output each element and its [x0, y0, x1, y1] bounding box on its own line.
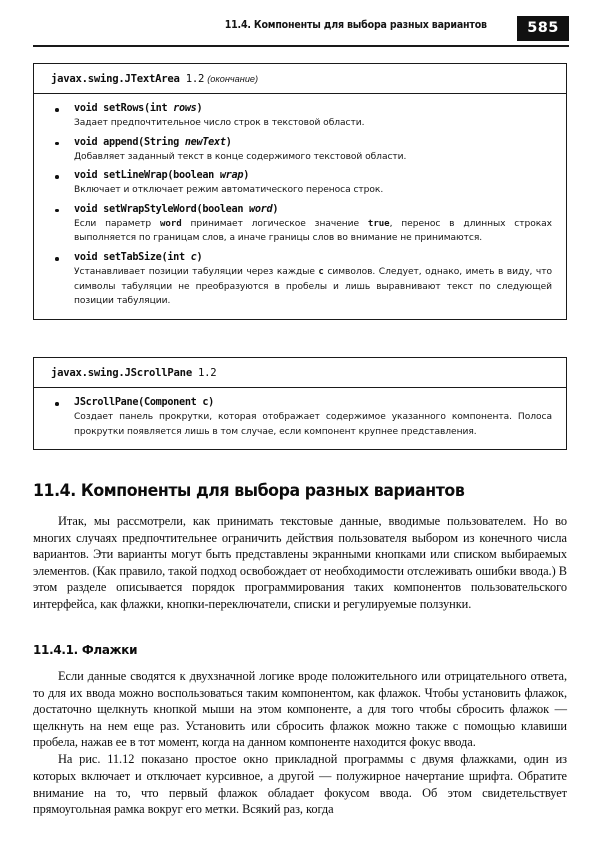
api-entry [51, 204, 552, 246]
paragraph-checkbox-2: На рис. 11.12 показано простое окно прикладной программы с двумя флажками, один из которых включает и отключает курсивное, а другой — полужирное начертание шрифта. Обратите внимание на то, что первый флажок обладает фокусом ввода. Об этом свидетельствует прямоугольная рамка вокруг его метки. Всякий раз, когда [33, 752, 567, 817]
api-note: (окончание) [207, 74, 259, 84]
api-method-description: Если параметр word принимает логическое значение true, перенос в длинных строках выполняется по границам слов, а иначе границы слов во внимание не принимаются. [74, 218, 553, 244]
paragraph-intro: Итак, мы рассмотрели, как принимать текстовые данные, вводимые пользователем. Но во многих случаях предпочтительнее ограничить действия пользователя выбором из конечного числа вариантов. Эти варианты могут быть представлены экранными кнопками или списком выбираемых элементов. (Как правило, такой подход освобождает от необходимости отслеживать ошибки ввода.) В этом разделе описывается порядок программирования таких компонентов пользовательского интерфейса, как флажки, кнопки-переключатели, списки и регулируемые ползунки. [33, 514, 567, 611]
inline-code: word [159, 218, 182, 229]
api-method-description: Устанавливает позиции табуляции через каждые c символов. Следует, однако, иметь в виду, что символы табуляции не преобразуются в пробелы и лишь выравнивают текст по следующей позиции табуляции. [74, 266, 552, 307]
api-entry [51, 252, 552, 309]
intro-paragraph-block [33, 513, 567, 613]
bullet-icon [55, 108, 59, 112]
api-box-jscrollpane [33, 357, 567, 450]
section-heading-11-4: 11.4. Компоненты для выбора разных вариантов [33, 480, 465, 500]
running-header [33, 18, 569, 44]
api-method-signature: void setRows(int rows) [74, 103, 203, 114]
api-method-signature: JScrollPane(Component c) [74, 397, 215, 408]
api-box-jtextarea [33, 63, 567, 320]
api-box-body [34, 94, 566, 319]
api-method-description: Включает и отключает режим автоматического переноса строк. [74, 185, 384, 196]
inline-code: true [367, 218, 390, 229]
api-method-signature: void append(String newText) [74, 136, 232, 148]
header-title: 11.4. Компоненты для выбора разных вариантов [224, 20, 487, 31]
checkbox-paragraph-block [33, 668, 567, 818]
api-entry [51, 397, 552, 439]
bullet-icon [55, 257, 59, 261]
api-method-description: Задает предпочтительное число строк в текстовой области. [74, 118, 365, 128]
bullet-icon [55, 402, 59, 406]
api-class-name: javax.swing.JScrollPane [51, 367, 192, 379]
api-entry [51, 137, 552, 165]
subsection-heading-11-4-1: 11.4.1. Флажки [33, 642, 138, 657]
bullet-icon [55, 209, 59, 213]
api-version: 1.2 [197, 367, 217, 379]
api-entry [51, 170, 552, 198]
api-parameter-name: rows [173, 103, 197, 114]
api-box-header [34, 358, 566, 388]
api-method-description: Создает панель прокрутки, которая отображает содержимое указанного компонента. Полоса прокрутки появляется лишь в том случае, если компонент крупнее представления. [74, 412, 552, 437]
api-parameter-name: word [249, 203, 273, 215]
bullet-icon [55, 142, 59, 146]
api-parameter-name: c [190, 251, 197, 263]
api-method-signature: void setLineWrap(boolean wrap) [74, 170, 250, 182]
api-method-signature: void setTabSize(int c) [74, 251, 203, 263]
header-divider-rule [33, 45, 569, 47]
inline-code: c [318, 266, 324, 277]
api-entry [51, 103, 552, 131]
page-number-badge: 585 [517, 16, 569, 41]
api-box-body [34, 388, 566, 449]
api-parameter-name: wrap [219, 170, 244, 182]
api-box-header [34, 64, 566, 94]
api-version: 1.2 [185, 73, 205, 85]
api-parameter-name: newText [184, 136, 226, 148]
api-method-signature: void setWrapStyleWord(boolean word) [74, 203, 279, 215]
paragraph-checkbox-1: Если данные сводятся к двухзначной логике вроде положительного или отрицательного ответа, то для их ввода можно воспользоваться таким компонентом, как флажок. Чтобы установить флажок, достаточно щелкнуть кнопкой мыши на этом компоненте, а для того чтобы сбросить флажок — щелкнуть на нем еще раз. Установить или сбросить флажок можно также с помощью клавиши пробела, нажав ее в тот момент, когда на данном компоненте находится фокус ввода. [33, 669, 567, 750]
api-class-name: javax.swing.JTextArea [51, 73, 180, 85]
api-method-description: Добавляет заданный текст в конце содержимого текстовой области. [74, 151, 407, 162]
bullet-icon [55, 175, 59, 179]
